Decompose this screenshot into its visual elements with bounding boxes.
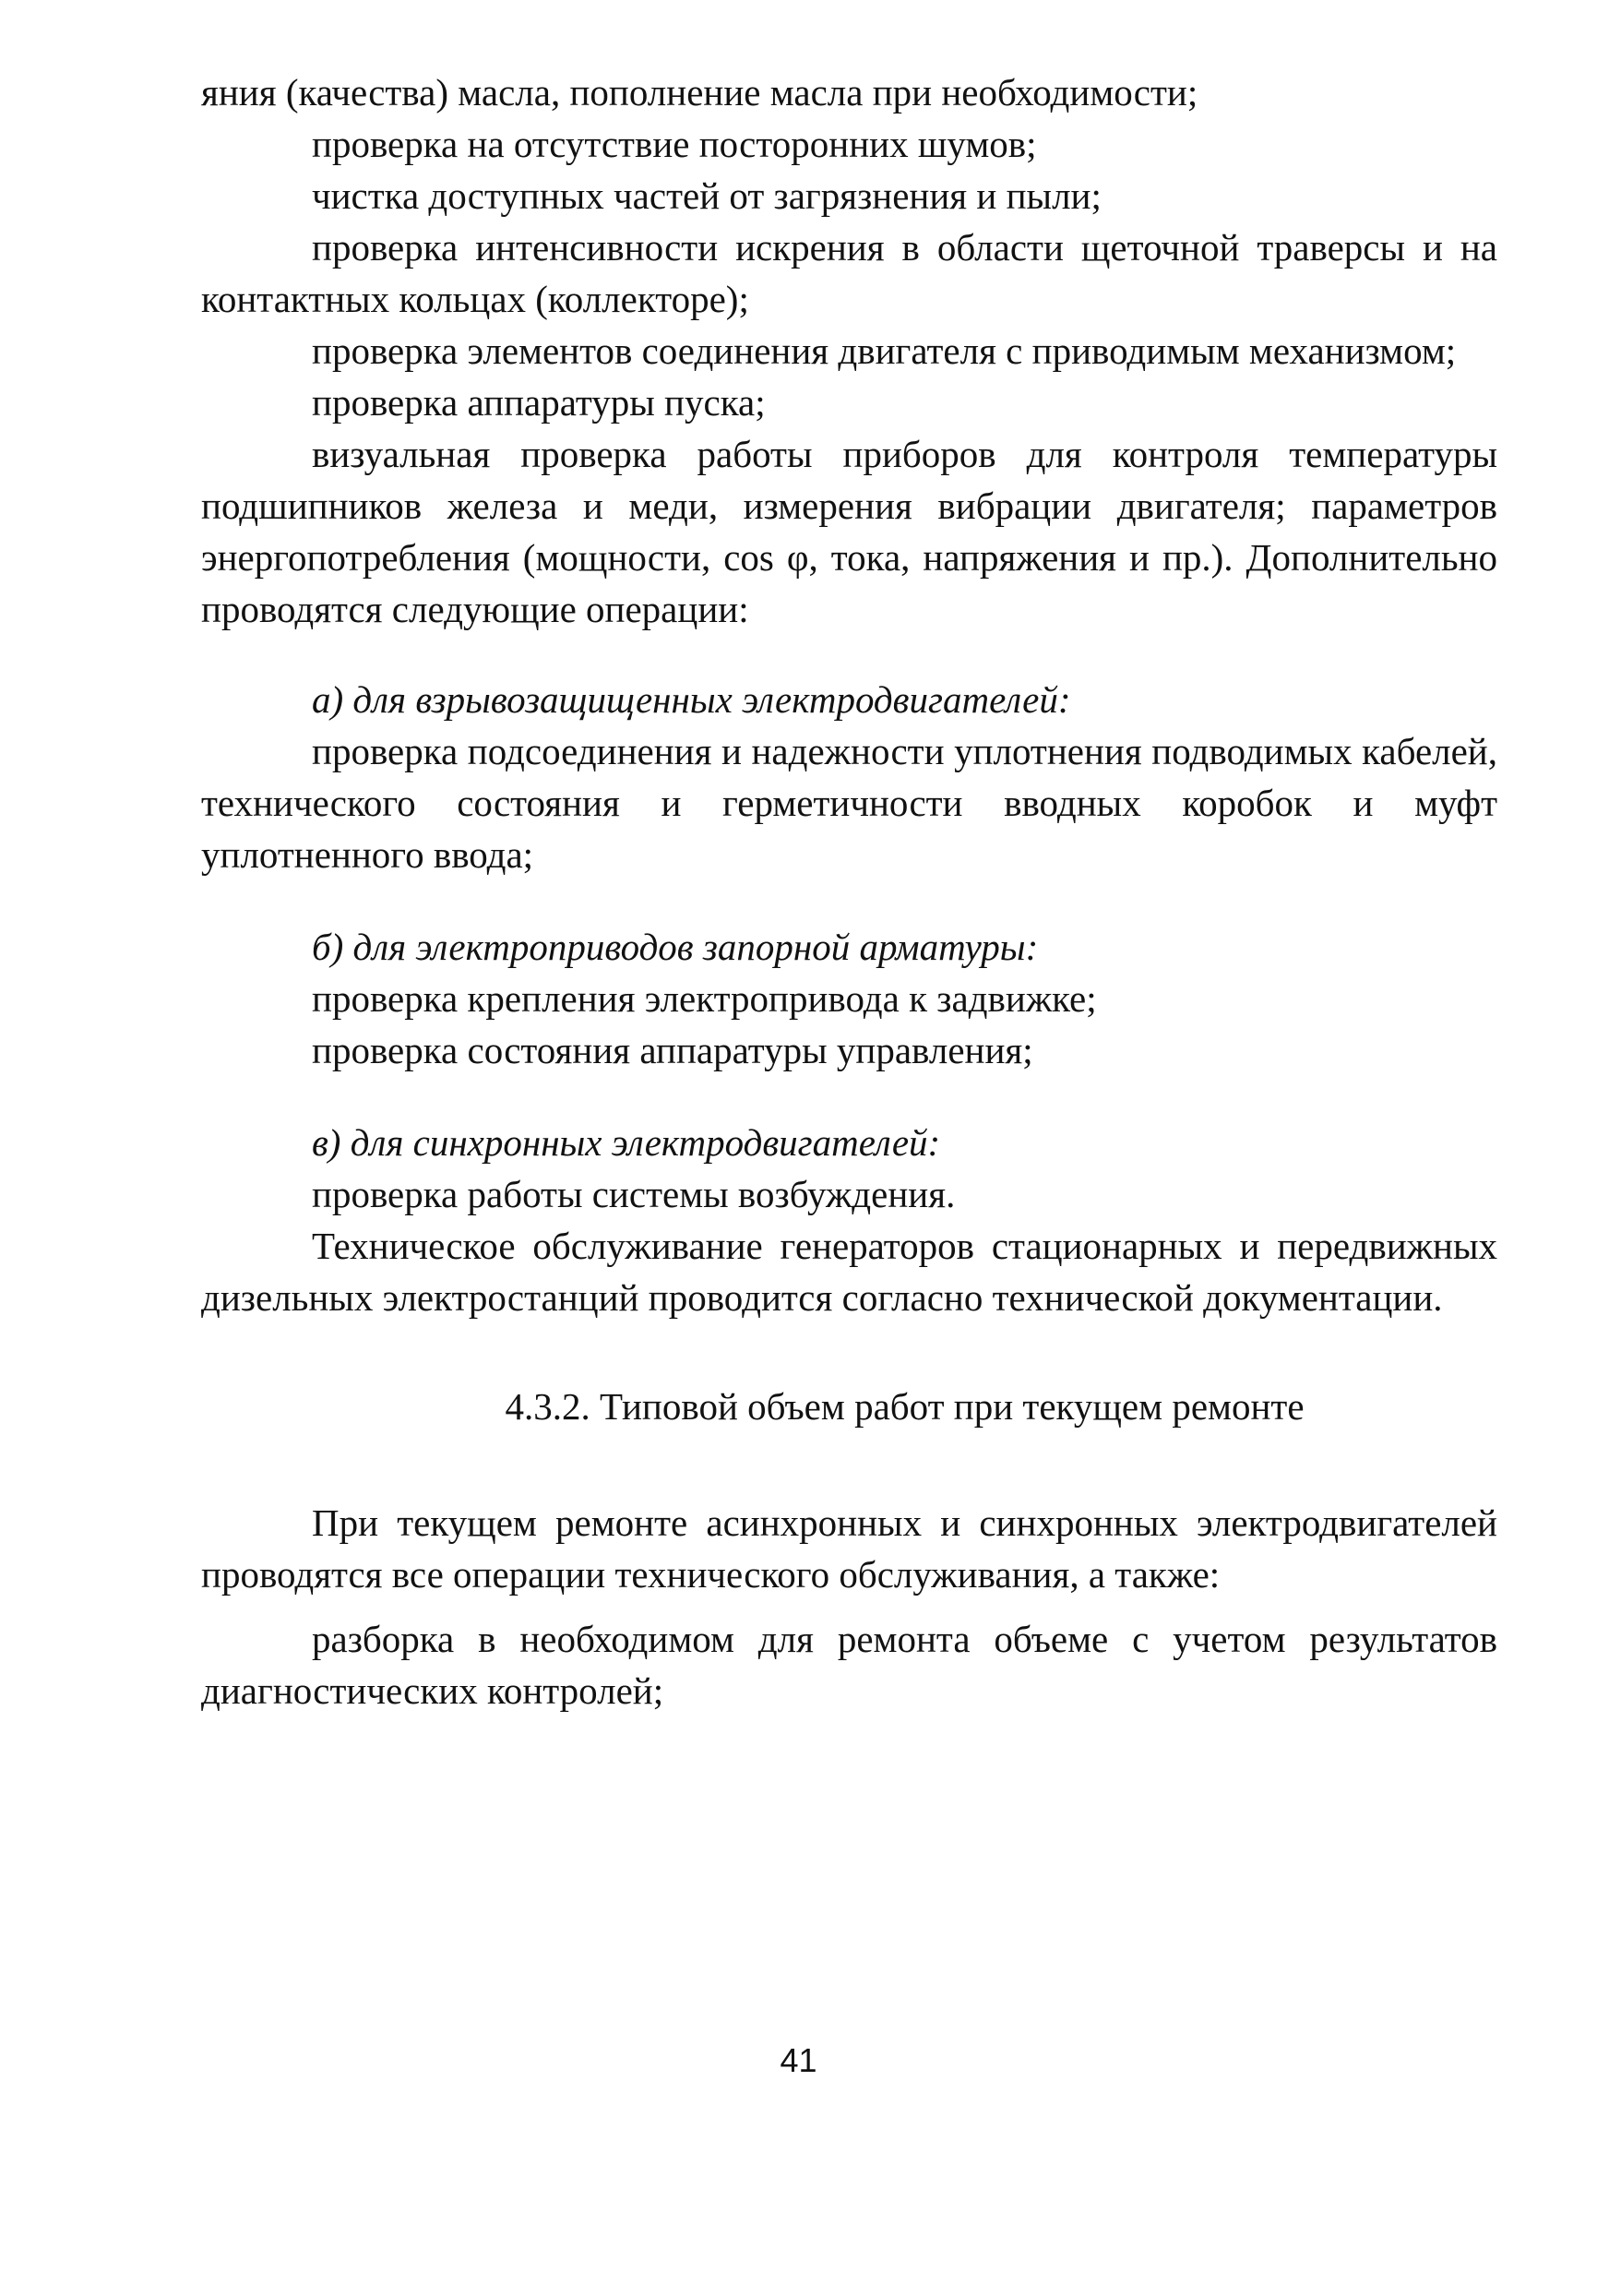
subheading-valve-drives: б) для электроприводов запорной арматуры:: [312, 926, 1039, 968]
paragraph-current-repair: При текущем ремонте асинхронных и синхронных электродвигателей проводятся все операции технического обслуживания, а также:: [201, 1501, 1497, 1596]
paragraph-oil-check: яния (качества) масла, пополнение масла при необходимости;: [201, 71, 1198, 114]
paragraph-startup-check: проверка аппаратуры пуска;: [312, 381, 766, 424]
paragraph-sparking-check: проверка интенсивности искрения в области щеточной траверсы и на контактных кольцах (коллекторе);: [201, 226, 1497, 320]
paragraph-disassembly: разборка в необходимом для ремонта объеме с учетом результатов диагностических контролей;: [201, 1618, 1497, 1712]
paragraph-control-equipment: проверка состояния аппаратуры управления;: [312, 1029, 1033, 1071]
page-body: [201, 66, 1497, 1716]
subheading-synchronous-motors: в) для синхронных электродвигателей:: [312, 1121, 941, 1164]
section-heading: 4.3.2. Типовой объем работ при текущем ремонте: [505, 1385, 1305, 1428]
paragraph-excitation-check: проверка работы системы возбуждения.: [312, 1173, 956, 1215]
paragraph-generators: Техническое обслуживание генераторов стационарных и передвижных дизельных электростанций проводится согласно технической документации.: [201, 1225, 1497, 1319]
paragraph-noise-check: проверка на отсутствие посторонних шумов;: [312, 123, 1037, 165]
paragraph-cable-seal-check: проверка подсоединения и надежности уплотнения подводимых кабелей, технического состояния и герметичности вводных коробок и муфт уплотненного ввода;: [201, 730, 1497, 876]
paragraph-coupling-check: проверка элементов соединения двигателя с приводимым механизмом;: [312, 329, 1457, 372]
page-number: 41: [780, 2041, 817, 2079]
paragraph-drive-mounting: проверка крепления электропривода к задвижке;: [312, 977, 1097, 1020]
subheading-explosion-proof: а) для взрывозащищенных электродвигателей:: [312, 678, 1071, 721]
paragraph-instruments-check: визуальная проверка работы приборов для контроля температуры подшипников железа и меди, измерения вибрации двигателя; параметров энергопотребления (мощности, cos φ, тока, напряжения и пр.). Дополнительно проводятся следующие операции:: [201, 433, 1497, 630]
paragraph-cleaning: чистка доступных частей от загрязнения и пыли;: [312, 174, 1102, 217]
